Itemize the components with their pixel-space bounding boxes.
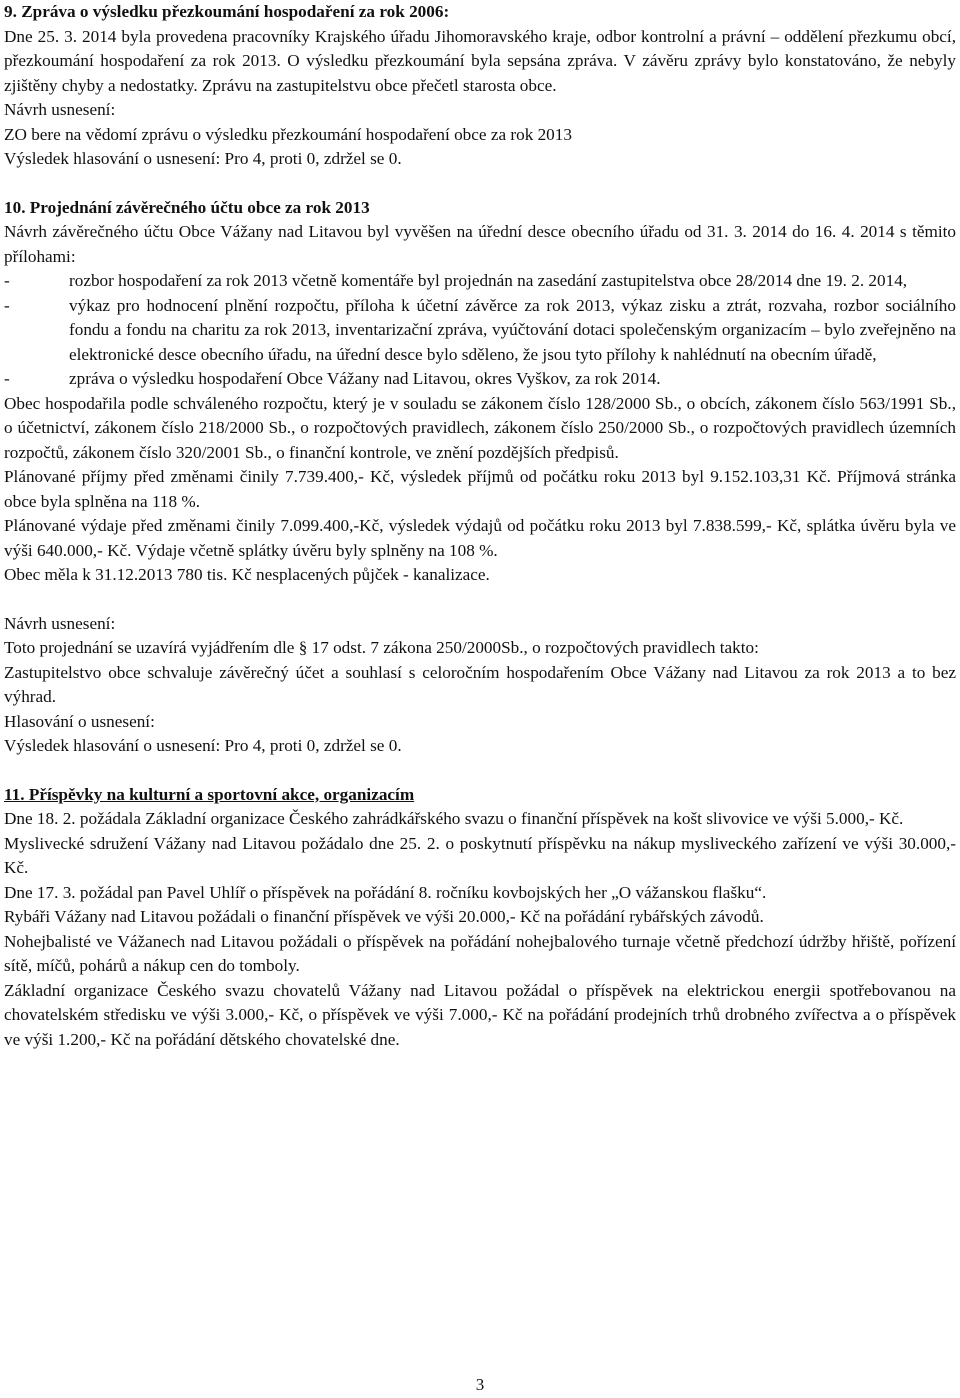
- section-10-expense-text: Plánované výdaje před změnami činily 7.099.400,-Kč, výsledek výdajů od počátku roku 2013 byl 7.838.599,- Kč, splátka úvěru byla ve výši 640.000,- Kč. Výdaje včetně splátky úvěru byly splněny na 108 %.: [4, 516, 956, 560]
- section-11-paragraph: Myslivecké sdružení Vážany nad Litavou požádalo dne 25. 2. o poskytnutí příspěvku na nákup mysliveckého zařízení ve výši 30.000,- Kč.: [4, 833, 956, 877]
- section-9-vote: Výsledek hlasování o usnesení: Pro 4, proti 0, zdržel se 0.: [4, 149, 402, 168]
- list-item-text: výkaz pro hodnocení plnění rozpočtu, příloha k účetní závěrce za rok 2013, výkaz zisku a ztrát, rozvaha, rozbor sociálního fondu a fondu na charitu za rok 2013, inventarizační zpráva, vyúčtování dotaci společenským organizacím – bylo zveřejněno na elektronické desce obecního úřadu, na úřední desce bylo sděleno, že jsou tyto přílohy k nahlédnutí na obecním úřadě,: [69, 295, 956, 364]
- section-10-proposal-text: Toto projednání se uzavírá vyjádřením dle § 17 odst. 7 zákona 250/2000Sb., o rozpočtových pravidlech takto:: [4, 638, 759, 657]
- list-dash: -: [4, 369, 10, 388]
- section-10-resolution: Zastupitelstvo obce schvaluje závěrečný účet a souhlasí s celoročním hospodařením Obce Vážany nad Litavou za rok 2013 a to bez výhrad.: [4, 662, 956, 706]
- section-10-heading: 10. Projednání závěrečného účtu obce za rok 2013: [4, 197, 370, 217]
- section-10-income-text: Plánované příjmy před změnami činily 7.739.400,- Kč, výsledek příjmů od počátku roku 2013 byl 9.152.103,31 Kč. Příjmová stránka obce byla splněna na 118 %.: [4, 467, 956, 511]
- list-dash: -: [4, 295, 10, 315]
- list-item-text: zpráva o výsledku hospodaření Obce Vážany nad Litavou, okres Vyškov, za rok 2014.: [69, 369, 661, 388]
- section-11-heading: 11. Příspěvky na kulturní a sportovní akce, organizacím: [4, 784, 415, 804]
- page-number: 3: [475, 1375, 485, 1394]
- spacer: [4, 588, 956, 612]
- page-content: [4, 0, 956, 1052]
- spacer: [4, 172, 956, 196]
- section-11-paragraph: Nohejbalisté ve Vážanech nad Litavou požádali o příspěvek na pořádání nohejbalového turnaje včetně předchozí údržby hřiště, pořízení sítě, míčů, pohárů a nákup cen do tomboly.: [4, 931, 956, 975]
- section-10-proposal-label: Návrh usnesení:: [4, 613, 116, 633]
- list-item: [4, 294, 956, 368]
- list-dash: -: [4, 271, 10, 290]
- section-11-paragraph: Dne 18. 2. požádala Základní organizace Českého zahrádkářského svazu o finanční příspěvek na košt slivovice ve výši 5.000,- Kč.: [4, 809, 904, 828]
- list-item: [4, 367, 956, 392]
- section-9-text: Dne 25. 3. 2014 byla provedena pracovníky Krajského úřadu Jihomoravského kraje, odbor kontrolní a právní – oddělení přezkumu obcí, přezkoumání hospodaření za rok 2013. O výsledku přezkoumání byla sepsána zpráva. V závěru zprávy bylo konstatováno, že nebyly zjištěny chyby a nedostatky. Zprávu na zastupitelstvu obce přečetl starosta obce.: [4, 26, 956, 95]
- section-10-vote-label: Hlasování o usnesení:: [4, 711, 155, 731]
- section-10-budget-text: Obec hospodařila podle schváleného rozpočtu, který je v souladu se zákonem číslo 128/2000 Sb., o obcích, zákonem číslo 563/1991 Sb., o účetnictví, zákonem číslo 218/2000 Sb., o rozpočtových pravidlech, zákonem číslo 250/2000 Sb., o rozpočtových pravidlech územních rozpočtů, zákonem číslo 320/2001 Sb., o finanční kontrole, ve znění pozdějších předpisů.: [4, 393, 956, 462]
- section-11-paragraph: Rybáři Vážany nad Litavou požádali o finanční příspěvek ve výši 20.000,- Kč na pořádání rybářských závodů.: [4, 907, 764, 926]
- list-item: [4, 269, 956, 294]
- section-10-loan-text: Obec měla k 31.12.2013 780 tis. Kč nesplacených půjček - kanalizace.: [4, 565, 490, 584]
- section-10-vote: Výsledek hlasování o usnesení: Pro 4, proti 0, zdržel se 0.: [4, 736, 402, 755]
- section-9-heading: 9. Zpráva o výsledku přezkoumání hospodaření za rok 2006:: [4, 2, 450, 21]
- section-11-paragraph: Základní organizace Českého svazu chovatelů Vážany nad Litavou požádal o příspěvek na elektrickou energii spotřebovanou na chovatelském středisku ve výši 3.000,- Kč, o příspěvek ve výši 7.000,- Kč na pořádání prodejních trhů drobného zvířectva a o příspěvek ve výši 1.200,- Kč na pořádání dětského chovatelské dne.: [4, 980, 956, 1049]
- spacer: [4, 759, 956, 783]
- section-10-attachments-list: [4, 269, 956, 392]
- section-9-proposal-label: Návrh usnesení:: [4, 100, 116, 119]
- section-11-paragraph: Dne 17. 3. požádal pan Pavel Uhlíř o příspěvek na pořádání 8. ročníku kovbojských her „O vážanskou flašku“.: [4, 882, 767, 902]
- section-9-proposal-text: ZO bere na vědomí zprávu o výsledku přezkoumání hospodaření obce za rok 2013: [4, 124, 572, 144]
- list-item-text: rozbor hospodaření za rok 2013 včetně komentáře byl projednán na zasedání zastupitelstva obce 28/2014 dne 19. 2. 2014,: [69, 271, 908, 290]
- section-10-intro: Návrh závěrečného účtu Obce Vážany nad Litavou byl vyvěšen na úřední desce obecního úřadu od 31. 3. 2014 do 16. 4. 2014 s těmito přílohami:: [4, 222, 956, 266]
